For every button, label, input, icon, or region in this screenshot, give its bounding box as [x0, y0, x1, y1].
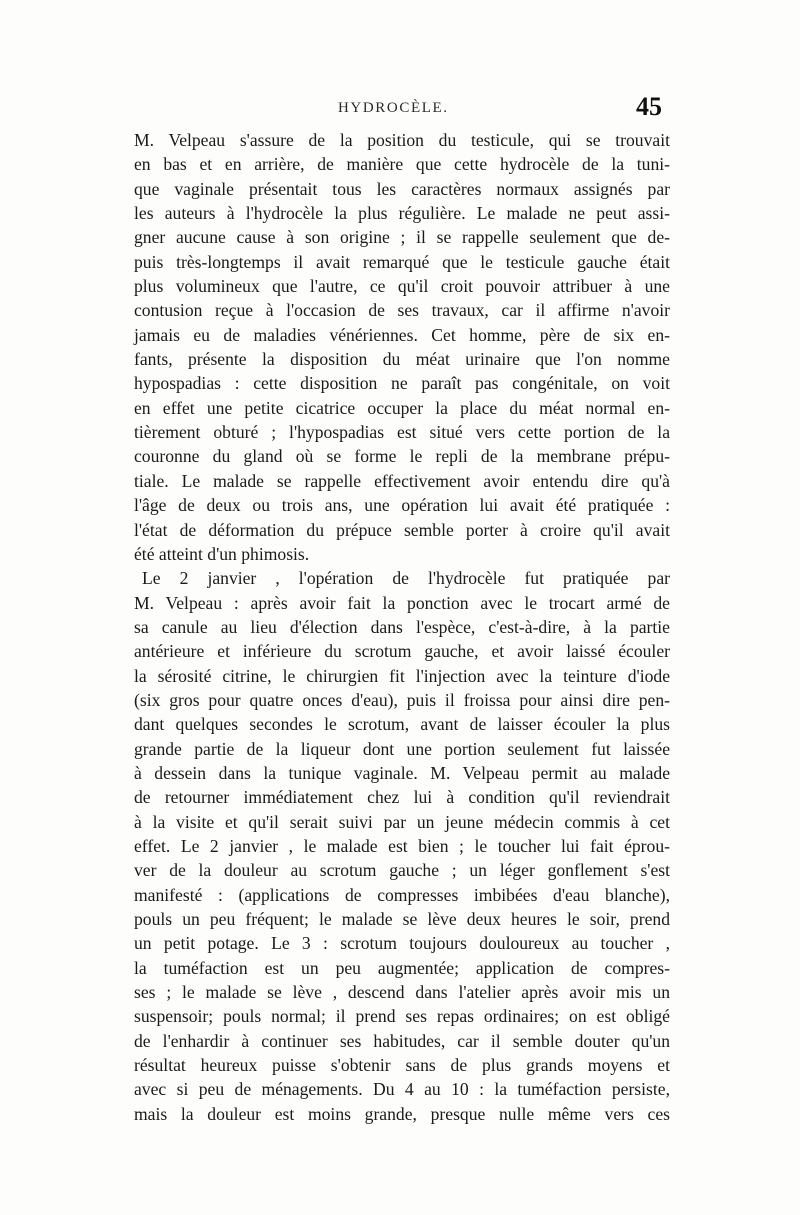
text-line: (six gros pour quatre onces d'eau), puis il froissa pour ainsi dire pen-	[134, 689, 670, 710]
text-line: avec si peu de ménagements. Du 4 au 10 : la tuméfaction persiste,	[134, 1079, 670, 1100]
text-line: dant quelques secondes le scrotum, avant de laisser écouler la plus	[134, 714, 670, 735]
text-line: en effet une petite cicatrice occuper la place du méat normal en-	[134, 397, 670, 418]
page-number: 45	[636, 92, 662, 121]
text-line: de retourner immédiatement chez lui à condition qu'il reviendrait	[134, 787, 670, 808]
text-line: à dessein dans la tunique vaginale. M. Velpeau permit au malade	[134, 762, 670, 783]
text-line: tièrement obturé ; l'hypospadias est situé vers cette portion de la	[134, 422, 670, 443]
text-line: puis très-longtemps il avait remarqué que le testicule gauche était	[134, 251, 670, 272]
text-line: contusion reçue à l'occasion de ses travaux, car il affirme n'avoir	[134, 300, 670, 321]
text-line: la sérosité citrine, le chirurgien fit l'injection avec la teinture d'iode	[134, 665, 670, 686]
text-line: l'âge de deux ou trois ans, une opération lui avait été pratiquée :	[134, 495, 670, 516]
running-title: HYDROCÈLE.	[338, 100, 449, 116]
text-line: jamais eu de maladies vénériennes. Cet homme, père de six en-	[134, 324, 670, 345]
text-line: été atteint d'un phimosis.	[134, 543, 310, 564]
text-line: fants, présente la disposition du méat urinaire que l'on nomme	[134, 349, 670, 370]
text-line: les auteurs à l'hydrocèle la plus régulière. Le malade ne peut assi-	[134, 203, 670, 224]
text-line: que vaginale présentait tous les caractères normaux assignés par	[134, 178, 670, 199]
text-line: l'état de déformation du prépuce semble porter à croire qu'il avait	[134, 519, 670, 540]
text-line: pouls un peu fréquent; le malade se lève deux heures le soir, prend	[134, 909, 670, 929]
text-line: mais la douleur est moins grande, presque nulle même vers ces	[134, 1103, 670, 1124]
text-line: en bas et en arrière, de manière que cette hydrocèle de la tuni-	[134, 154, 670, 175]
text-line: à la visite et qu'il serait suivi par un jeune médecin commis à cet	[134, 811, 670, 832]
text-line: un petit potage. Le 3 : scrotum toujours douloureux au toucher ,	[134, 933, 670, 954]
text-line: hypospadias : cette disposition ne paraît pas congénitale, on voit	[134, 373, 670, 394]
text-line: M. Velpeau s'assure de la position du testicule, qui se trouvait	[134, 130, 670, 150]
text-line: la tuméfaction est un peu augmentée; application de compres-	[134, 957, 670, 978]
body-text	[134, 128, 670, 1126]
text-line: plus volumineux que l'autre, ce qu'il croit pouvoir attribuer à une	[134, 276, 670, 297]
text-line: manifesté : (applications de compresses imbibées d'eau blanche),	[134, 884, 670, 905]
text-line: effet. Le 2 janvier , le malade est bien ; le toucher lui fait éprou-	[134, 835, 670, 856]
text-line: ses ; le malade se lève , descend dans l'atelier après avoir mis un	[134, 982, 670, 1003]
text-line: résultat heureux puisse s'obtenir sans de plus grands moyens et	[134, 1055, 670, 1076]
text-line: de l'enhardir à continuer ses habitudes, car il semble douter qu'un	[134, 1030, 670, 1051]
text-line: suspensoir; pouls normal; il prend ses repas ordinaires; on est obligé	[134, 1006, 670, 1027]
text-line: couronne du gland où se forme le repli de la membrane prépu-	[134, 446, 670, 467]
text-line: tiale. Le malade se rappelle effectivement avoir entendu dire qu'à	[134, 470, 670, 491]
page-header	[134, 92, 664, 126]
text-line: ver de la douleur au scrotum gauche ; un léger gonflement s'est	[134, 860, 670, 881]
text-line: antérieure et inférieure du scrotum gauche, et avoir laissé écouler	[134, 641, 670, 662]
text-line: grande partie de la liqueur dont une portion seulement fut laissée	[134, 738, 670, 759]
text-line: Le 2 janvier , l'opération de l'hydrocèle fut pratiquée par	[142, 568, 670, 589]
text-line: gner aucune cause à son origine ; il se rappelle seulement que de-	[134, 227, 670, 248]
text-line: M. Velpeau : après avoir fait la ponction avec le trocart armé de	[134, 592, 670, 613]
text-line: sa canule au lieu d'élection dans l'espèce, c'est-à-dire, à la partie	[134, 616, 670, 637]
